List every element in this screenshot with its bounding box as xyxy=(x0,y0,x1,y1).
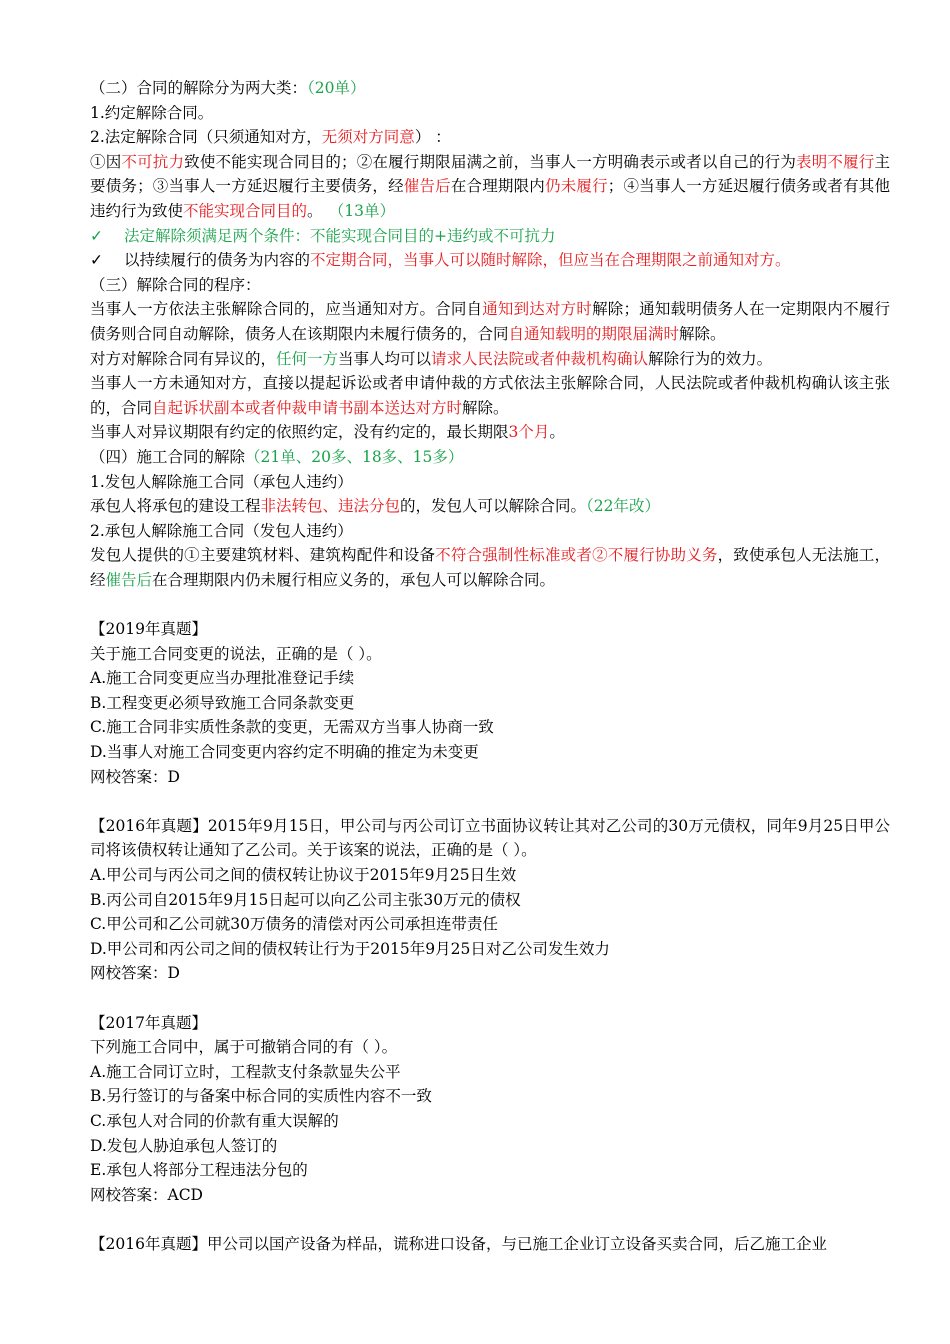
highlight: 请求人民法院或者仲裁机构确认 xyxy=(431,349,649,368)
highlight: 3个月 xyxy=(508,423,550,442)
highlight: 不能实现合同目的 xyxy=(183,201,308,220)
option-b: B.丙公司自2015年9月15日起可以向乙公司主张30万元的债权 xyxy=(90,890,521,909)
question-tag: 【2019年真题】 xyxy=(90,620,207,639)
highlight: 自起诉状副本或者仲裁申请书副本送达对方时 xyxy=(152,398,463,417)
question-tag: 【2016年真题】 xyxy=(90,816,208,835)
highlight: 仍未履行 xyxy=(545,177,608,196)
employer-breach-paragraph: 发包人提供的①主要建筑材料、建筑构配件和设备不符合强制性标准或者②不履行协助义务，致使承包人无法施工，经催告后在合理期限内仍未履行相应义务的，承包人可以解除合同。 xyxy=(90,546,890,589)
question-stem: 【2016年真题】2015年9月15日，甲公司与丙公司订立书面协议转让其对乙公司的30万元债权，同年9月25日甲公司将该债权转让通知了乙公司。关于该案的说法，正确的是（ ）。 xyxy=(90,816,891,860)
section-2-heading xyxy=(90,76,890,101)
highlight: 自通知载明的期限届满时 xyxy=(508,324,680,343)
item-contractor-termination: 2.承包人解除施工合同（发包人违约） xyxy=(90,521,353,540)
check-icon: ✓ xyxy=(90,251,103,270)
notice-paragraph: 当事人一方依法主张解除合同的，应当通知对方。合同自通知到达对方时解除；通知载明债务人在一定期限内不履行债务则合同自动解除，债务人在该期限内未履行债务的，合同自通知载明的期限届满时解除。 xyxy=(90,300,890,343)
frequency-tag: （20单） xyxy=(307,79,366,97)
objection-paragraph: 对方对解除合同有异议的，任何一方当事人均可以请求人民法院或者仲裁机构确认解除行为的效力。 xyxy=(90,349,773,368)
checklist-item-2: ✓ 以持续履行的债务为内容的不定期合同，当事人可以随时解除，但应当在合理期限之前通知对方。 xyxy=(90,248,890,273)
option-c: C.施工合同非实质性条款的变更，无需双方当事人协商一致 xyxy=(90,718,494,737)
option-a: A.施工合同变更应当办理批准登记手续 xyxy=(90,669,355,688)
frequency-tag: （22年改） xyxy=(586,497,661,516)
highlight: 催告后 xyxy=(105,570,153,589)
subcontract-paragraph: 承包人将承包的建设工程非法转包、违法分包的，发包人可以解除合同。（22年改） xyxy=(90,497,661,516)
question-stem: 下列施工合同中，属于可撤销合同的有（ ）。 xyxy=(90,1038,398,1057)
answer: 网校答案：ACD xyxy=(90,1185,203,1204)
highlight: 不定期合同，当事人可以随时解除，但应当在合理期限之前通知对方。 xyxy=(310,251,791,270)
litigation-paragraph: 当事人一方未通知对方，直接以提起诉讼或者申请仲裁的方式依法主张解除合同，人民法院或者仲裁机构确认该主张的，合同自起诉状副本或者仲裁申请书副本送达对方时解除。 xyxy=(90,374,890,417)
document-page xyxy=(90,76,890,1257)
checklist-item-1: ✓ 法定解除须满足两个条件：不能实现合同目的+违约或不可抗力 xyxy=(90,224,890,249)
frequency-tag: （13单） xyxy=(336,201,396,220)
section-4-heading: （四）施工合同的解除（21单、20多、18多、15多） xyxy=(90,447,464,466)
frequency-tag: （21单、20多、18多、15多） xyxy=(245,447,464,466)
highlight: 催告后 xyxy=(403,177,451,196)
statutory-conditions-paragraph: ①因不可抗力致使不能实现合同目的；②在履行期限届满之前，当事人一方明确表示或者以自己的行为表明不履行主要债务；③当事人一方延迟履行主要债务，经催告后在合理期限内仍未履行；④当事人一方延迟履行债务或者有其他违约行为致使不能实现合同目的。 （13单） xyxy=(90,152,890,220)
heading-text: （二）合同的解除分为两大类： xyxy=(90,79,308,97)
option-b: B.另行签订的与备案中标合同的实质性内容不一致 xyxy=(90,1087,432,1106)
question-stem: 关于施工合同变更的说法，正确的是（ ）。 xyxy=(90,644,382,663)
option-d: D.当事人对施工合同变更内容约定不明确的推定为未变更 xyxy=(90,743,479,762)
objection-period-paragraph: 当事人对异议期限有约定的依照约定，没有约定的，最长期限3个月。 xyxy=(90,423,565,442)
option-a: A.施工合同订立时，工程款支付条款显失公平 xyxy=(90,1062,401,1081)
item-agreed-termination: 1.约定解除合同。 xyxy=(90,103,214,122)
option-d: D.甲公司和丙公司之间的债权转让行为于2015年9月25日对乙公司发生效力 xyxy=(90,939,610,958)
highlight: 非法转包、违法分包 xyxy=(260,497,401,516)
highlight: 不可抗力 xyxy=(121,152,185,171)
option-a: A.甲公司与丙公司之间的债权转让协议于2015年9月25日生效 xyxy=(90,866,517,884)
check-icon: ✓ xyxy=(90,226,103,245)
option-b: B.工程变更必须导致施工合同条款变更 xyxy=(90,693,355,712)
option-d: D.发包人胁迫承包人签订的 xyxy=(90,1136,278,1155)
option-e: E.承包人将部分工程违法分包的 xyxy=(90,1161,308,1180)
item-statutory-termination: 2.法定解除合同（只须通知对方，无须对方同意） ： xyxy=(90,128,451,147)
item-employer-termination: 1.发包人解除施工合同（承包人违约） xyxy=(90,472,353,491)
option-c: C.甲公司和乙公司就30万债务的清偿对丙公司承担连带责任 xyxy=(90,915,498,934)
highlight: 任何一方 xyxy=(276,349,339,368)
highlight: 通知到达对方时 xyxy=(482,300,593,319)
question-tag: 【2016年真题】 xyxy=(90,1234,207,1253)
highlight: 表明不履行 xyxy=(796,152,875,171)
answer: 网校答案：D xyxy=(90,964,180,983)
section-3-heading: （三）解除合同的程序： xyxy=(90,275,261,294)
answer: 网校答案：D xyxy=(90,767,180,786)
question-tag: 【2017年真题】 xyxy=(90,1013,207,1032)
highlight: 无须对方同意 xyxy=(321,128,415,147)
highlight: 不符合强制性标准或者②不履行协助义务 xyxy=(435,546,718,565)
question-stem: 【2016年真题】甲公司以国产设备为样品，谎称进口设备，与已施工企业订立设备买卖合同，后乙施工企业 xyxy=(90,1234,827,1253)
option-c: C.承包人对合同的价款有重大误解的 xyxy=(90,1111,339,1130)
